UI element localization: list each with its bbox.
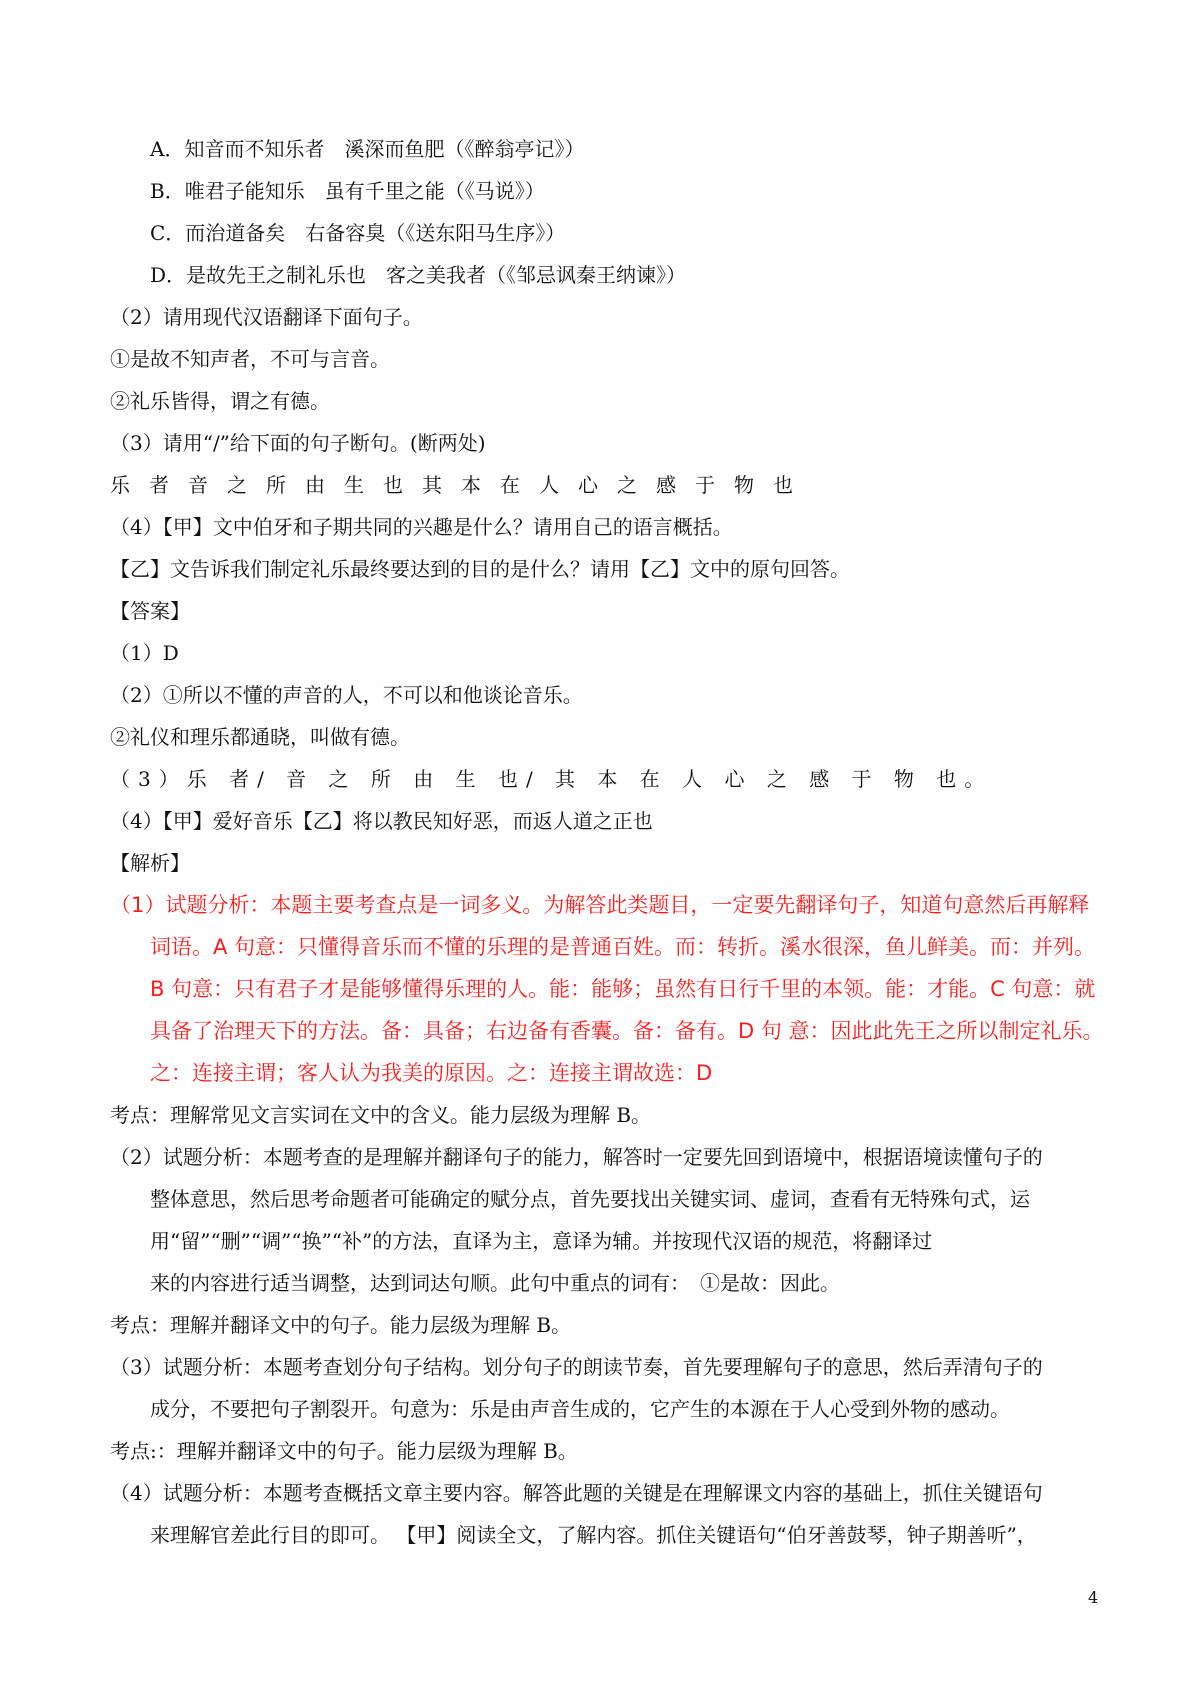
text-line: 考点:：理解并翻译文中的句子。能力层级为理解 B。 (110, 1439, 578, 1463)
text-line: （2）请用现代汉语翻译下面句子。 (110, 305, 423, 329)
text-line: （1）D (110, 641, 179, 665)
text-line: 考点：理解常见文言实词在文中的含义。能力层级为理解 B。 (110, 1103, 652, 1127)
text-line: 来的内容进行适当调整，达到词达句顺。此句中重点的词有： ①是故：因此。 (150, 1271, 840, 1295)
text-line: （1）试题分析：本题主要考查点是一词多义。为解答此类题目，一定要先翻译句子，知道句意然后再解释 (110, 893, 1090, 917)
text-line: D．是故先王之制礼乐也 客之美我者（《邹忌讽秦王纳谏》） (150, 263, 687, 287)
text-line: 乐者音之所由生也其本在人心之感于物也 (110, 473, 812, 497)
text-line: 具备了治理天下的方法。备：具备；右边备有香囊。备：备有。D 句 意：因此此先王之所以制定礼乐。 (150, 1019, 1104, 1043)
text-line: A．知音而不知乐者 溪深而鱼肥（《醉翁亭记》） (150, 137, 585, 161)
page-number: 4 (1088, 1588, 1099, 1607)
text-line: （3）请用“/”给下面的句子断句。(断两处) (110, 431, 486, 455)
text-line: C．而治道备矣 右备容臭（《送东阳马生序》） (150, 221, 566, 245)
text-line: B 句意：只有君子才是能够懂得乐理的人。能：能够；虽然有日行千里的本领。能：才能。C 句意：就 (150, 977, 1096, 1001)
text-line: 考点：理解并翻译文中的句子。能力层级为理解 B。 (110, 1313, 572, 1337)
text-line: （2）试题分析：本题考查的是理解并翻译句子的能力，解答时一定要先回到语境中，根据语境读懂句子的 (110, 1145, 1043, 1169)
text-line: 用“留”“删”“调”“换”“补”的方法，直译为主，意译为辅。并按现代汉语的规范，将翻译过 (150, 1229, 933, 1253)
text-line: 成分，不要把句子割裂开。句意为：乐是由声音生成的，它产生的本源在于人心受到外物的感动。 (150, 1397, 1010, 1421)
text-line: B．唯君子能知乐 虽有千里之能（《马说》） (150, 179, 545, 203)
text-line: 【答案】 (110, 599, 190, 623)
text-line: ②礼乐皆得，谓之有德。 (110, 389, 330, 413)
text-line: （4）试题分析：本题考查概括文章主要内容。解答此题的关键是在理解课文内容的基础上，抓住关键语句 (110, 1481, 1043, 1505)
text-line: 【乙】文告诉我们制定礼乐最终要达到的目的是什么？请用【乙】文中的原句回答。 (110, 557, 850, 581)
text-line: （3）乐 者/ 音 之 所 由 生 也/ 其 本 在 人 心 之 感 于 物 也。 (110, 767, 993, 791)
text-line: （3）试题分析：本题考查划分句子结构。划分句子的朗读节奏，首先要理解句子的意思，然后弄清句子的 (110, 1355, 1043, 1379)
text-line: 来理解官差此行目的即可。 【甲】阅读全文，了解内容。抓住关键语句“伯牙善鼓琴，钟子期善听”， (150, 1523, 1037, 1547)
text-line: 之：连接主谓；客人认为我美的原因。之：连接主谓故选：D (150, 1061, 713, 1085)
text-line: ①是故不知声者，不可与言音。 (110, 347, 390, 371)
text-line: （4）【甲】爱好音乐【乙】将以教民知好恶，而返人道之正也 (110, 809, 653, 833)
text-line: （4）【甲】文中伯牙和子期共同的兴趣是什么？请用自己的语言概括。 (110, 515, 733, 539)
text-line: 整体意思，然后思考命题者可能确定的赋分点，首先要找出关键实词、虚词，查看有无特殊句式，运 (150, 1187, 1030, 1211)
text-line: 词语。A 句意：只懂得音乐而不懂的乐理的是普通百姓。而：转折。溪水很深，鱼儿鲜美。而：并列。 (150, 935, 1096, 959)
text-line: （2）①所以不懂的声音的人，不可以和他谈论音乐。 (110, 683, 583, 707)
text-line: ②礼仪和理乐都通晓，叫做有德。 (110, 725, 410, 749)
text-line: 【解析】 (110, 851, 190, 875)
